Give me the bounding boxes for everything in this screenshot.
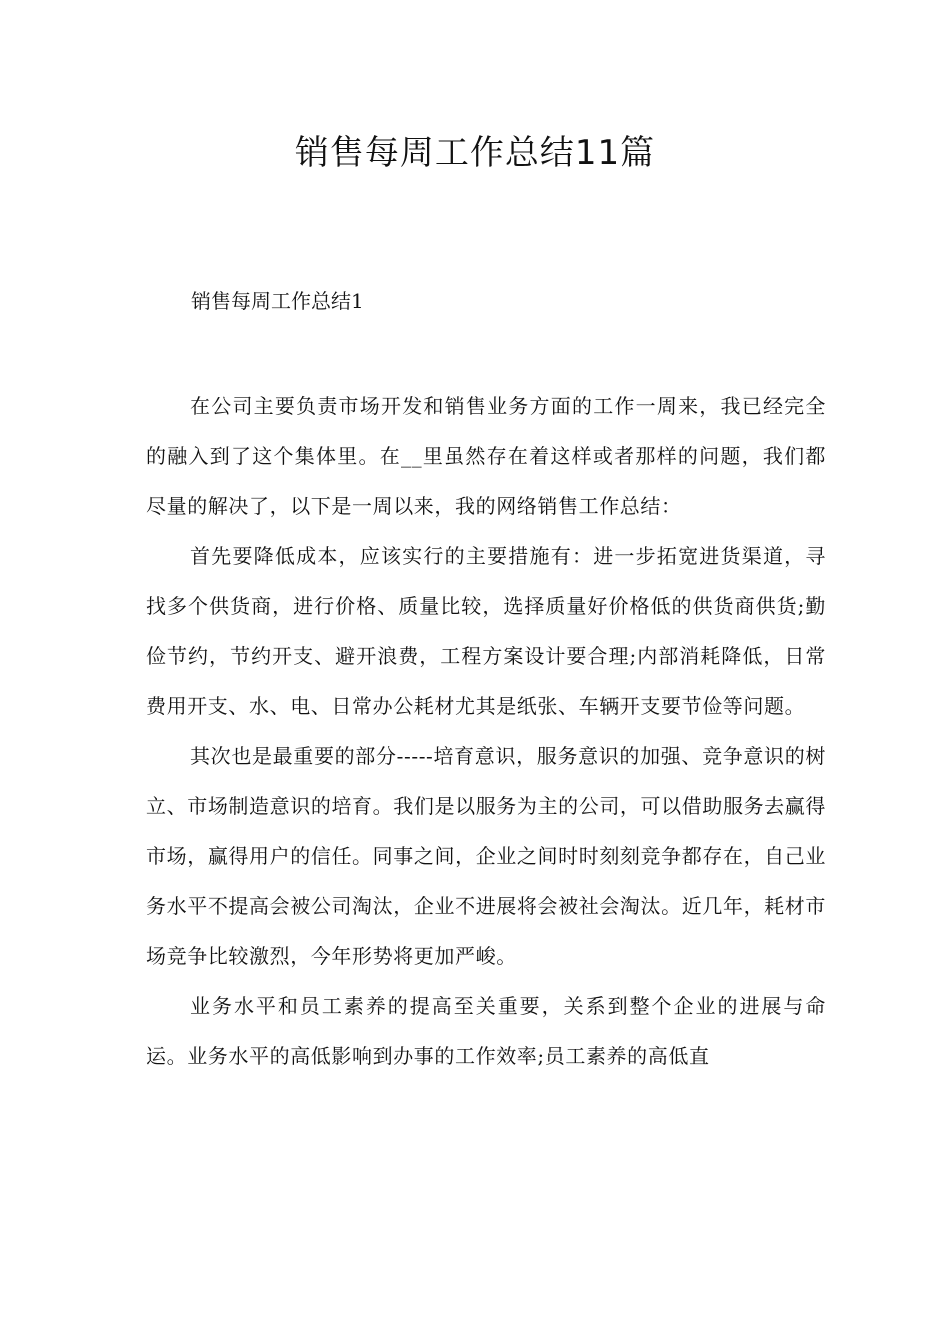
document-title: 销售每周工作总结11篇 — [294, 133, 656, 173]
document-body — [146, 381, 826, 1081]
paragraph-staff-quality: 业务水平和员工素养的提高至关重要，关系到整个企业的进展与命运。业务水平的高低影响到办事的工作效率;员工素养的高低直 — [146, 994, 826, 1068]
section-heading: 销售每周工作总结1 — [191, 289, 364, 313]
paragraph-intro: 在公司主要负责市场开发和销售业务方面的工作一周来，我已经完全的融入到了这个集体里。在__里虽然存在着这样或者那样的问题，我们都尽量的解决了，以下是一周以来，我的网络销售工作总结： — [146, 394, 826, 518]
paragraph-cost-reduction: 首先要降低成本，应该实行的主要措施有：进一步拓宽进货渠道，寻找多个供货商，进行价格、质量比较，选择质量好价格低的供货商供货;勤俭节约，节约开支、避开浪费，工程方案设计要合理;内部消耗降低，日常费用开支、水、电、日常办公耗材尤其是纸张、车辆开支要节俭等问题。 — [146, 544, 826, 718]
paragraph-awareness: 其次也是最重要的部分-----培育意识，服务意识的加强、竞争意识的树立、市场制造意识的培育。我们是以服务为主的公司，可以借助服务去赢得市场，赢得用户的信任。同事之间，企业之间时时刻刻竞争都存在，自己业务水平不提高会被公司淘汰，企业不进展将会被社会淘汰。近几年，耗材市场竞争比较激烈，今年形势将更加严峻。 — [146, 744, 826, 968]
